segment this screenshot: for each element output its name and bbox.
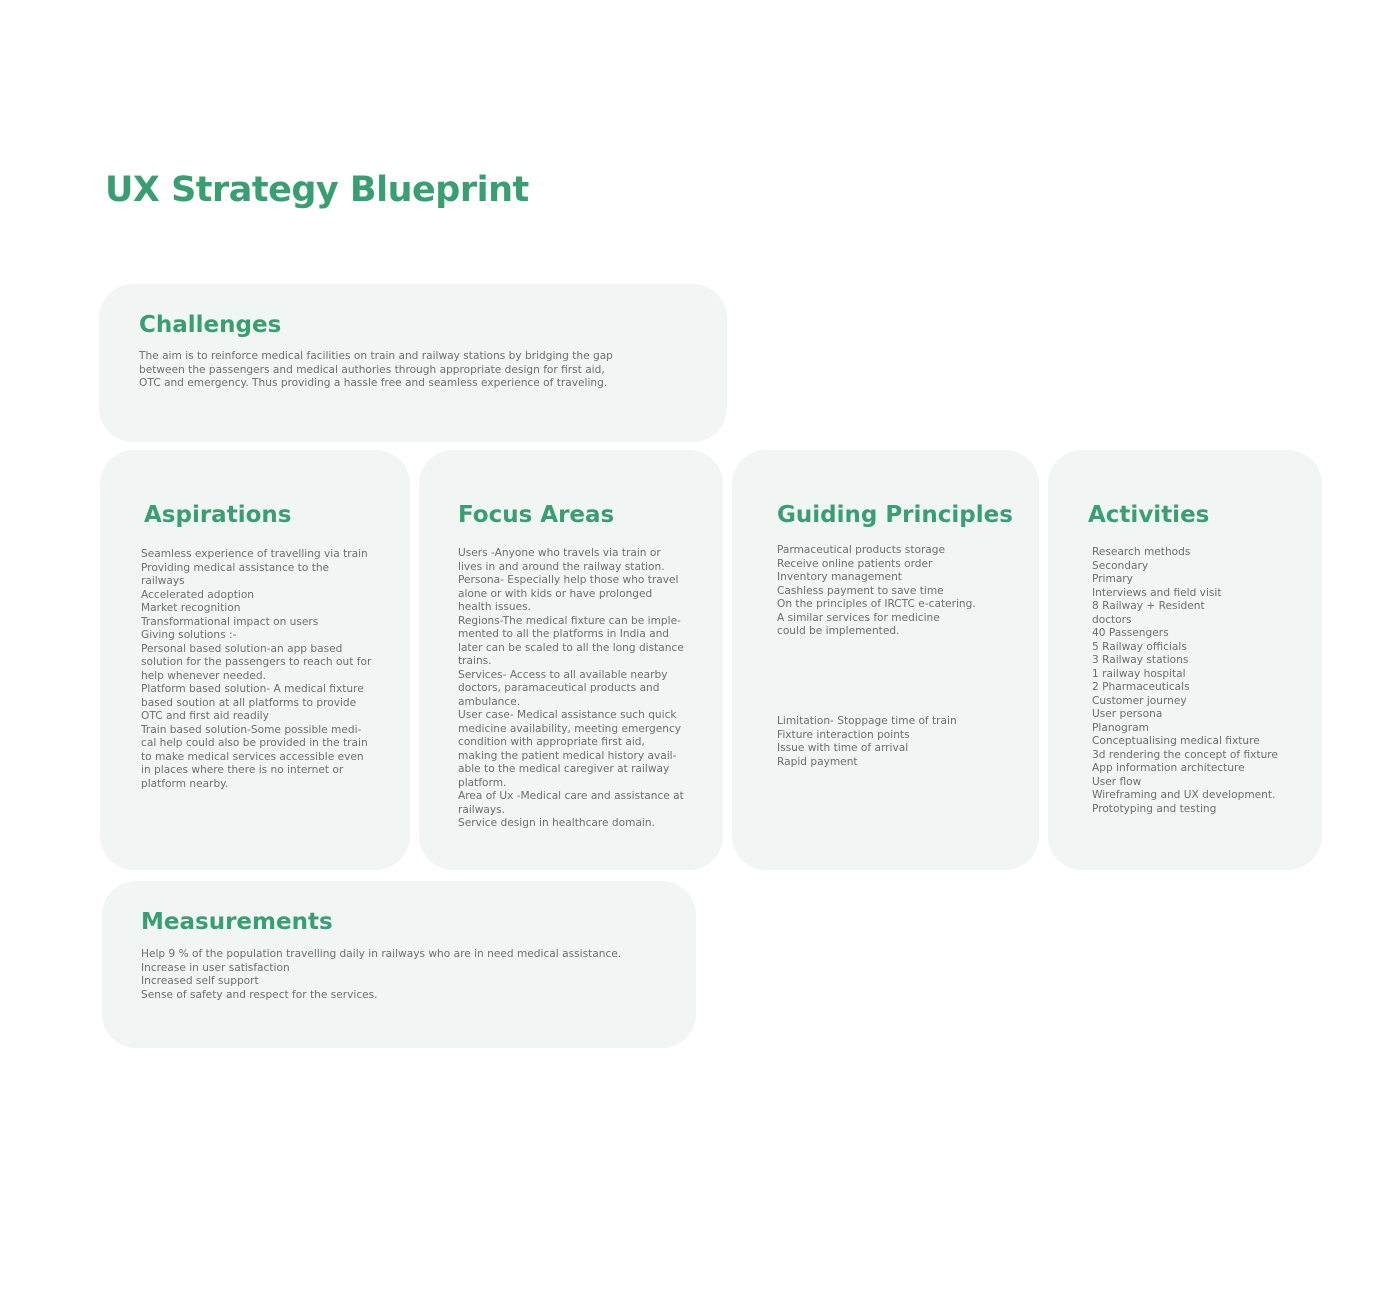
list-item: to make medical services accessible even xyxy=(141,750,364,763)
list-item: Platform based solution- A medical fixture xyxy=(141,683,364,695)
list-item: Primary xyxy=(1092,573,1133,585)
list-item: Increased self support xyxy=(141,975,259,987)
list-item: Service design in healthcare domain. xyxy=(458,817,655,829)
list-item: help whenever needed. xyxy=(141,669,266,682)
focus-areas-heading: Focus Areas xyxy=(458,502,615,528)
list-item: medicine availability, meeting emergency xyxy=(458,722,682,735)
list-item: Wireframing and UX development. xyxy=(1092,789,1276,801)
list-item: Services- Access to all available nearby xyxy=(458,668,668,681)
list-item: Interviews and field visit xyxy=(1092,586,1222,599)
challenges-card xyxy=(99,284,727,442)
list-item: railways xyxy=(141,575,185,587)
list-item: Help 9 % of the population travelling daily in railways who are in need medical assistance. xyxy=(141,948,622,960)
list-item: User persona xyxy=(1092,708,1163,720)
measurements-list xyxy=(141,948,621,1002)
list-item: later can be scaled to all the long distance xyxy=(458,641,684,654)
list-item: Seamless experience of travelling via train xyxy=(141,548,368,560)
focus-areas-list xyxy=(458,547,684,831)
list-item: platform nearby. xyxy=(141,777,229,790)
measurements-card xyxy=(102,881,696,1048)
list-item: Accelerated adoption xyxy=(141,588,255,601)
list-item: Providing medical assistance to the xyxy=(141,561,330,574)
list-item: based soution at all platforms to provide xyxy=(141,696,357,709)
list-item: 3 Railway stations xyxy=(1092,654,1189,666)
list-item: Increase in user satisfaction xyxy=(141,961,290,974)
measurements-heading: Measurements xyxy=(141,909,333,935)
aspirations-card xyxy=(100,450,410,870)
challenges-text xyxy=(139,350,613,391)
aspirations-list xyxy=(141,548,371,791)
list-item: 1 railway hospital xyxy=(1092,667,1186,680)
list-item: Cashless payment to save time xyxy=(777,584,944,597)
list-item: App information architecture xyxy=(1092,762,1245,774)
list-item: Rapid payment xyxy=(777,755,858,768)
text-line: The aim is to reinforce medical facilities on train and railway stations by bridging the gap xyxy=(139,350,613,362)
list-item: trains. xyxy=(458,655,492,667)
list-item: 8 Railway + Resident xyxy=(1092,600,1205,612)
text-line: OTC and emergency. Thus providing a hassle free and seamless experience of traveling. xyxy=(139,377,608,389)
list-item: Customer journey xyxy=(1092,694,1187,707)
list-item: Sense of safety and respect for the services. xyxy=(141,988,378,1001)
list-item: ambulance. xyxy=(458,695,521,708)
list-item: User case- Medical assistance such quick xyxy=(458,709,677,721)
aspirations-heading: Aspirations xyxy=(144,502,292,528)
list-item: railways. xyxy=(458,803,506,816)
list-item: Research methods xyxy=(1092,546,1191,558)
focus-areas-card xyxy=(419,450,723,870)
activities-card xyxy=(1048,450,1322,870)
list-item: Train based solution-Some possible medi- xyxy=(141,723,362,736)
list-item: Planogram xyxy=(1092,721,1149,734)
list-item: in places where there is no internet or xyxy=(141,764,344,776)
list-item: could be implemented. xyxy=(777,625,900,637)
list-item: alone or with kids or have prolonged xyxy=(458,587,653,600)
list-item: 3d rendering the concept of fixture xyxy=(1092,748,1278,761)
list-item: health issues. xyxy=(458,601,532,613)
list-item: doctors xyxy=(1092,613,1132,626)
list-item: Market recognition xyxy=(141,602,241,614)
text-line: between the passengers and medical authories through appropriate design for first aid, xyxy=(139,363,605,376)
list-item: solution for the passengers to reach out for xyxy=(141,656,372,668)
list-item: able to the medical caregiver at railway xyxy=(458,763,670,775)
list-item: On the principles of IRCTC e-catering. xyxy=(777,598,976,610)
list-item: Parmaceutical products storage xyxy=(777,544,946,556)
list-item: lives in and around the railway station. xyxy=(458,560,665,573)
guiding-principles-card xyxy=(732,450,1039,870)
list-item: 2 Pharmaceuticals xyxy=(1092,681,1190,693)
list-item: OTC and first aid readily xyxy=(141,710,269,722)
activities-heading: Activities xyxy=(1088,502,1210,528)
limitations-list xyxy=(777,715,957,769)
list-item: Fixture interaction points xyxy=(777,728,910,741)
list-item: condition with appropriate first aid, xyxy=(458,736,645,748)
list-item: Limitation- Stoppage time of train xyxy=(777,715,957,727)
list-item: Secondary xyxy=(1092,559,1149,572)
list-item: Personal based solution-an app based xyxy=(141,642,343,655)
list-item: Receive online patients order xyxy=(777,557,933,570)
list-item: 5 Railway officials xyxy=(1092,640,1187,653)
list-item: platform. xyxy=(458,776,507,789)
list-item: cal help could also be provided in the train xyxy=(141,737,368,749)
list-item: Inventory management xyxy=(777,571,902,583)
list-item: making the patient medical history avail- xyxy=(458,749,677,762)
list-item: Conceptualising medical fixture xyxy=(1092,735,1260,747)
challenges-heading: Challenges xyxy=(139,312,282,338)
list-item: Transformational impact on users xyxy=(141,615,319,628)
activities-list xyxy=(1092,546,1278,816)
list-item: Giving solutions :- xyxy=(141,629,237,641)
guiding-principles-heading: Guiding Principles xyxy=(777,502,1013,528)
guiding-principles-list xyxy=(777,544,976,639)
list-item: Issue with time of arrival xyxy=(777,742,909,754)
list-item: Area of Ux -Medical care and assistance at xyxy=(458,790,684,802)
list-item: doctors, paramaceutical products and xyxy=(458,682,660,694)
list-item: Persona- Especially help those who travel xyxy=(458,574,679,586)
list-item: Regions-The medical fixture can be imple- xyxy=(458,614,681,627)
list-item: A similar services for medicine xyxy=(777,611,940,624)
list-item: Users -Anyone who travels via train or xyxy=(458,547,661,559)
list-item: User flow xyxy=(1092,775,1142,788)
list-item: 40 Passengers xyxy=(1092,627,1169,639)
page-title: UX Strategy Blueprint xyxy=(105,170,529,210)
list-item: Prototyping and testing xyxy=(1092,802,1217,815)
list-item: mented to all the platforms in India and xyxy=(458,628,670,640)
